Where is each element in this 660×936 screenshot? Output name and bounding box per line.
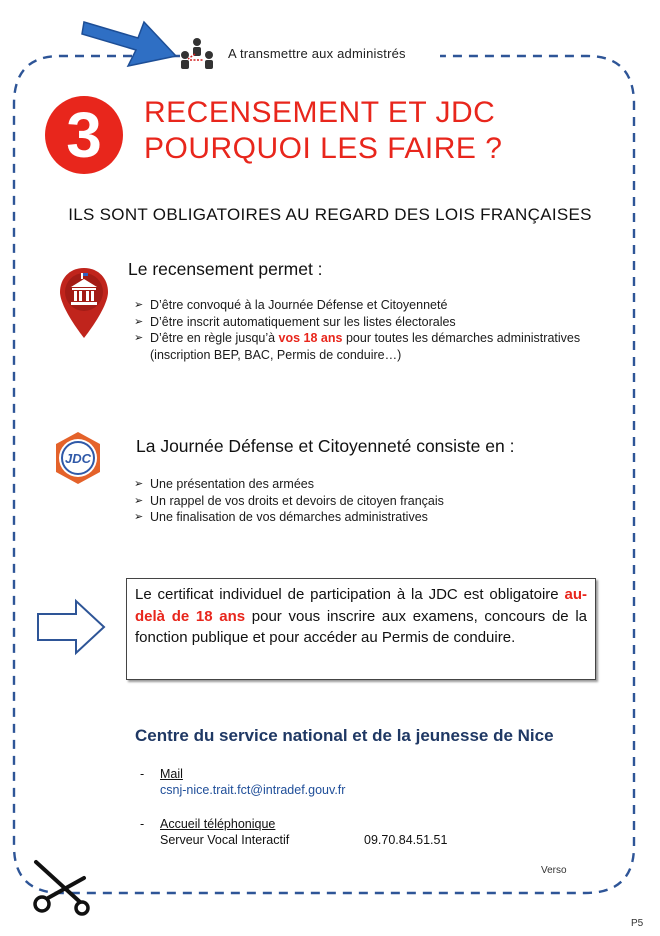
centre-title: Centre du service national et de la jeunesse de Nice: [135, 726, 554, 745]
bullet-arrow-icon: ➢: [134, 511, 144, 523]
bullet-arrow-icon: ➢: [134, 332, 144, 344]
jdc-logo-text: JDC: [64, 451, 92, 466]
bullet-arrow-icon: ➢: [134, 299, 144, 311]
list-item: ➢ Une finalisation de vos démarches administratives: [134, 510, 428, 524]
age-highlight: au-delà de 18 ans: [135, 586, 587, 625]
phone-label: Accueil téléphonique: [160, 817, 276, 831]
people-network-icon: [178, 36, 216, 72]
right-arrow-icon: [36, 598, 108, 656]
list-item: ➢ Un rappel de vos droits et devoirs de citoyen français: [134, 493, 444, 508]
mail-label: Mail: [160, 767, 183, 781]
blue-arrow-icon: [80, 8, 180, 68]
list-item: ➢ D’être inscrit automatiquement sur les listes électorales: [134, 314, 456, 329]
page-title-line2: POURQUOI LES FAIRE ?: [144, 132, 503, 165]
dash: -: [140, 817, 145, 831]
phone-service: Serveur Vocal Interactif: [160, 833, 290, 847]
phone-number: 09.70.84.51.51: [364, 833, 448, 847]
list-item: ➢ Une présentation des armées: [134, 477, 314, 491]
jdc-heading: La Journée Défense et Citoyenneté consiste en :: [136, 436, 515, 456]
bullet-arrow-icon: ➢: [134, 315, 144, 328]
mail-link[interactable]: csnj-nice.trait.fct@intradef.gouv.fr: [160, 783, 346, 797]
verso-label: Verso: [541, 865, 567, 876]
subtitle: ILS SONT OBLIGATOIRES AU REGARD DES LOIS FRANÇAISES: [68, 205, 592, 224]
bullet-arrow-icon: ➢: [134, 478, 144, 490]
jdc-list: [134, 476, 604, 526]
page-title-line1: RECENSEMENT ET JDC: [144, 96, 496, 129]
jdc-logo-icon: [52, 430, 104, 486]
certificate-notice: Le certificat individuel de participation à la JDC est obligatoire au-delà de 18 ans pour vous inscrire aux examens, concours de la fonction publique et pour accéder au Permis de conduire.: [126, 578, 596, 680]
town-hall-pin-icon: [57, 266, 111, 340]
header-label: A transmettre aux administrés: [228, 46, 406, 61]
recensement-heading: Le recensement permet :: [128, 259, 323, 279]
page-number: P5: [631, 918, 644, 929]
scissors-icon: [30, 858, 92, 916]
bullet-arrow-icon: ➢: [134, 494, 144, 507]
age-highlight: vos 18 ans: [278, 331, 343, 345]
list-item: ➢ D’être en règle jusqu’à vos 18 ans pour toutes les démarches administratives (inscription BEP, BAC, Permis de conduire…): [134, 331, 581, 362]
recensement-list: [134, 297, 624, 363]
list-item: ➢ D’être convoqué à la Journée Défense et Citoyenneté: [134, 298, 448, 312]
dash: -: [140, 767, 145, 781]
section-number-badge: 3: [45, 96, 123, 174]
